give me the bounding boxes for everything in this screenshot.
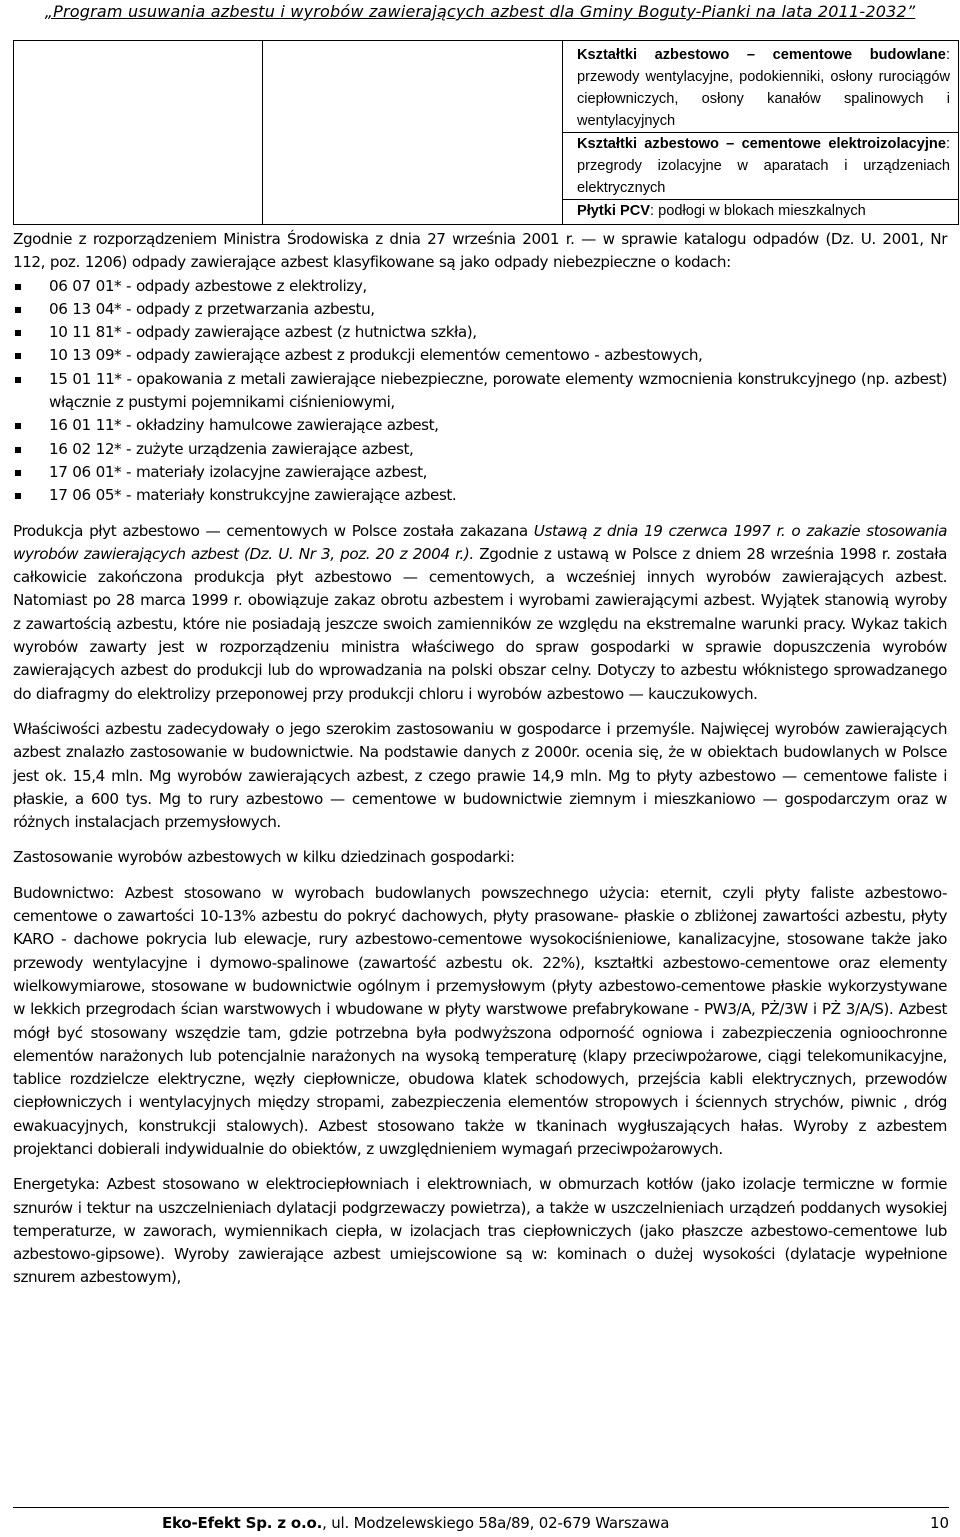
company-name: Eko-Efekt Sp. z o.o. — [162, 1514, 323, 1532]
table-cell-empty-2 — [263, 41, 563, 225]
main-text — [13, 228, 947, 1290]
asbestos-products-table — [13, 40, 959, 225]
bullet-square-icon — [15, 284, 21, 290]
bullet-square-icon — [15, 307, 21, 313]
list-item: 15 01 11* - opakowania z metali zawierające niebezpieczne, porowate elementy wzmocnienia konstrukcyjnego (np. azbest) włącznie z pustymi pojemnikami ciśnieniowymi, — [13, 368, 947, 415]
uses-heading-paragraph: Zastosowanie wyrobów azbestowych w kilku dziedzinach gospodarki: — [13, 848, 515, 867]
bullet-square-icon — [15, 353, 21, 359]
product-description: : przegrody izolacyjne w aparatach i urządzeniach elektrycznych — [577, 136, 950, 196]
footer-divider — [13, 1507, 949, 1508]
running-header: „Program usuwania azbestu i wyrobów zawierających azbest dla Gminy Boguty-Pianki na lata 2011-2032” — [44, 2, 916, 21]
production-ban-paragraph: Produkcja płyt azbestowo — cementowych w Polsce została zakazana Ustawą z dnia 19 czerwca 1997 r. o zakazie stosowania wyrobów zawierających azbest (Dz. U. Nr 3, poz. 20 z 2004 r.). Zgodnie z ustawą w Polsce z dniem 28 września 1998 r. została całkowicie zakończona produkcja płyt azbestowo — cementowych, a wcześniej innych wyrobów zawierających azbest. Natomiast po 28 marca 1999 r. obowiązuje zakaz obrotu azbestem i wyrobami zawierającymi azbest. Wyjątek stanowią wyroby z zawartością azbestu, które nie posiadają jeszcze swoich zamienników ze względu na ekstremalne warunki pracy. Wykaz takich wyrobów zawarty jest w rozporządzeniu ministra właściwego do spraw gospodarki w sprawie dopuszczenia wyrobów zawierających azbest do produkcji lub do wprowadzania na polski obszar celny. Dotyczy to azbestu włóknistego sprowadzanego do diafragmy do elektrolizy przeponowej przy produkcji chloru i wyrobów azbestowo — kauczukowych. — [13, 521, 947, 703]
properties-paragraph: Właściwości azbestu zadecydowały o jego szerokim zastosowaniu w gospodarce i przemyśle. Najwięcej wyrobów zawierających azbest znalazło zastosowanie w budownictwie. Na podstawie danych z 2000r. ocenia się, że w obiektach budowlanych w Polsce jest ok. 15,4 mln. Mg wyrobów zawierających azbest, z czego prawie 14,9 mln. Mg to płyty azbestowo — cementowe faliste i płaskie, a 600 tys. Mg to rury azbestowo — cementowe w budownictwie ziemnym i mieszkaniowo — gospodarczym oraz w różnych instalacjach przemysłowych. — [13, 719, 947, 832]
product-name: Kształtki azbestowo – cementowe elektroizolacyjne — [577, 136, 946, 152]
list-item: 10 11 81* - odpady zawierające azbest (z hutnictwa szkła), — [13, 321, 947, 344]
page-number: 10 — [930, 1514, 950, 1532]
table-row — [14, 41, 959, 225]
footer-address: Eko-Efekt Sp. z o.o., ul. Modzelewskiego 58a/89, 02-679 Warszawa — [162, 1514, 670, 1532]
bullet-square-icon — [15, 493, 21, 499]
list-item: 06 07 01* - odpady azbestowe z elektrolizy, — [13, 275, 947, 298]
product-entry — [563, 199, 958, 222]
energy-paragraph: Energetyka: Azbest stosowano w elektrociepłowniach i elektrowniach, w obmurzach kotłów (jako izolacje termiczne w formie sznurów i tektur na uszczelnieniach dylatacji podgrzewaczy powietrza), a także w uszczelnieniach urządzeń poddanych wysokiej temperaturze, w zaworach, wymiennikach ciepła, w izolacjach tras ciepłowniczych (jako płaszcze azbestowo-cementowe lub azbestowo-gipsowe). Wyroby zawierające azbest umiejscowione są w: kominach o dużej wysokości (dylatacje wypełnione sznurem azbestowym), — [13, 1175, 947, 1287]
law-citation: Ustawą z dnia 19 czerwca 1997 r. o zakazie stosowania wyrobów zawierających azbest (Dz. U. Nr 3, poz. 20 z 2004 r.). — [13, 521, 947, 563]
bullet-square-icon — [15, 423, 21, 429]
product-name: Płytki PCV — [577, 203, 650, 219]
intro-paragraph: Zgodnie z rozporządzeniem Ministra Środowiska z dnia 27 września 2001 r. — w sprawie katalogu odpadów (Dz. U. 2001, Nr 112, poz. 1206) odpady zawierające azbest klasyfikowane są jako odpady niebezpieczne o kodach: — [13, 230, 947, 272]
bullet-square-icon — [15, 377, 21, 383]
list-item: 17 06 01* - materiały izolacyjne zawierające azbest, — [13, 461, 947, 484]
table-cell-products — [563, 41, 959, 225]
product-description: : przewody wentylacyjne, podokienniki, osłony rurociągów ciepłowniczych, osłony kanałów spalinowych i wentylacyjnych — [577, 47, 950, 129]
list-item: 06 13 04* - odpady z przetwarzania azbestu, — [13, 298, 947, 321]
list-item: 16 01 11* - okładziny hamulcowe zawierające azbest, — [13, 414, 947, 437]
list-item: 17 06 05* - materiały konstrukcyjne zawierające azbest. — [13, 484, 947, 507]
list-item: 16 02 12* - zużyte urządzenia zawierające azbest, — [13, 438, 947, 461]
product-entry — [577, 44, 950, 132]
waste-codes-list — [13, 275, 947, 508]
bullet-square-icon — [15, 470, 21, 476]
bullet-square-icon — [15, 447, 21, 453]
product-name: Kształtki azbestowo – cementowe budowlane — [577, 47, 946, 63]
construction-paragraph: Budownictwo: Azbest stosowano w wyrobach budowlanych powszechnego użycia: eternit, czyli płyty faliste azbestowo-cementowe o zawartości 10-13% azbestu do pokryć dachowych, płyty prasowane- płaskie o zbliżonej zawartości azbestu, płyty KARO - dachowe pokrycia lub elewacje, rury azbestowo-cementowe wysokociśnieniowe, kanalizacyjne, stosowane także jako przewody wentylacyjne i dymowo-spalinowe (zawartość azbestu ok. 22%), kształtki azbestowo-cementowe oraz elementy wielkowymiarowe, stosowane w budownictwie ogólnym i przemysłowym (płyty azbestowo-cementowe płaskie wykorzystywane w lekkich przegrodach ścian warstwowych i wbudowane w płyty warstwowe prefabrykowane - PW3/A, PŻ/3W i PŻ 3/A/S). Azbest mógł być stosowany wszędzie tam, gdzie potrzebna była podwyższona odporność ogniowa i zabezpieczenia ognioochronne elementów narażonych lub potencjalnie narażonych na wysoką temperaturę (klapy przeciwpożarowe, ciągi telekomunikacyjne, tablice rozdzielcze elektryczne, węzły ciepłownicze, obudowa klatek schodowych, przejścia kabli elektrycznych, przewodów ciepłowniczych i wentylacyjnych między stropami, zabezpieczenia elementów stropowych i ściennych strychów, piwnic , dróg ewakuacyjnych, konstrukcji stalowych). Azbest stosowano także w tkaninach wygłuszających hałas. Wyroby z azbestem projektanci dobierali indywidualnie do obiektów, z uwzględnieniem wymagań przeciwpożarowych. — [13, 883, 947, 1158]
product-entry — [563, 132, 958, 199]
list-item: 10 13 09* - odpady zawierające azbest z produkcji elementów cementowo - azbestowych, — [13, 344, 947, 367]
product-description: : podłogi w blokach mieszkalnych — [650, 203, 866, 219]
table-cell-empty-1 — [14, 41, 263, 225]
bullet-square-icon — [15, 330, 21, 336]
